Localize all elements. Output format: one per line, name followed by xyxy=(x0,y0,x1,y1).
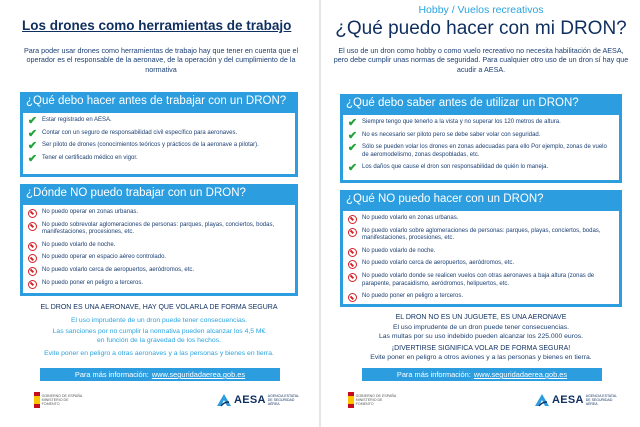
list-item: ✔ Siempre tengo que tenerlo a la vista y no superar los 120 metros de altura. xyxy=(347,117,561,129)
list-item: No puedo volarlo en zonas urbanas. xyxy=(347,215,613,223)
list-item: ✔ Ser piloto de drones (conocimientos teóricos y prácticos de la aeronave a pilotar). xyxy=(27,140,259,153)
list-item: No puedo volarlo cerca de aeropuertos, aeródromos, etc. xyxy=(347,260,613,268)
right-page xyxy=(322,0,640,427)
check-icon: ✔ xyxy=(347,162,358,175)
requirements-box xyxy=(20,92,298,177)
avoid-danger-text: Evite poner en peligro a otros aviones y a las personas y bienes en tierra. xyxy=(370,354,592,361)
check-icon: ✔ xyxy=(347,142,358,155)
list-item: ✔ Contar con un seguro de responsabilidad civil específico para aeronaves. xyxy=(27,127,238,140)
list-item: No puedo volarlo sobre aglomeraciones de personas: parques, playas, conciertos, bodas, manifestaciones, procesiones, etc. xyxy=(347,228,613,243)
requirements-heading: ¿Qué debo hacer antes de trabajar con un DRON? xyxy=(20,92,298,112)
list-item: ✔ No es necesario ser piloto pero se debe saber volar con seguridad. xyxy=(347,129,541,142)
government-logo: GOBIERNO DE ESPAÑA MINISTERIO DE FOMENTO xyxy=(34,390,86,410)
avoid-danger-text: Evite poner en peligro a otras aeronaves y a las personas y bienes en tierra. xyxy=(44,350,274,357)
prohibited-icon xyxy=(348,215,357,224)
safety-headline: EL DRON ES UNA AERONAVE, HAY QUE VOLARLA DE FORMA SEGURA xyxy=(40,304,278,311)
list-item: No puedo poner en peligro a terceros. xyxy=(27,280,289,288)
knowledge-box xyxy=(340,94,622,183)
prohibitions-heading: ¿Qué NO puedo hacer con un DRON? xyxy=(340,190,622,210)
safety-headline: EL DRON NO ES UN JUGUETE, ES UNA AERONAVE xyxy=(395,314,567,321)
prohibited-icon xyxy=(348,260,357,269)
page-title: Los drones como herramientas de trabajo xyxy=(22,18,292,33)
check-icon: ✔ xyxy=(27,140,38,153)
government-logo: GOBIERNO DE ESPAÑA MINISTERIO DE FOMENTO xyxy=(348,390,400,410)
info-bar: Para más información: www.seguridadaerea.gob.es xyxy=(40,368,280,381)
list-item: No puedo volarlo donde se realicen vuelos con otras aeronaves a baja altura (zonas de parapente, paracaidismo, aeródromos, helipuertos, etc. xyxy=(347,273,613,288)
page-divider xyxy=(319,0,321,427)
section-kicker: Hobby / Vuelos recreativos xyxy=(418,4,544,16)
prohibited-icon xyxy=(348,228,357,237)
sanctions-text-cont: en función de la gravedad de los hechos. xyxy=(97,337,221,344)
check-icon: ✔ xyxy=(27,152,38,165)
prohibited-icon xyxy=(348,293,357,302)
list-item: No puedo operar en zonas urbanas. xyxy=(27,209,289,217)
consequences-text: El uso imprudente de un dron puede tener consecuencias. xyxy=(392,324,570,331)
page-title: ¿Qué puedo hacer con mi DRON? xyxy=(335,18,627,39)
left-page xyxy=(0,0,318,427)
check-icon: ✔ xyxy=(27,127,38,140)
prohibited-icon xyxy=(28,209,37,218)
list-item: No puedo volarlo cerca de aeropuertos, aeródromos, etc. xyxy=(27,267,289,275)
prohibited-icon xyxy=(28,267,37,276)
knowledge-heading: ¿Qué debo saber antes de utilizar un DRON? xyxy=(340,94,622,114)
list-item: No puedo volarlo de noche. xyxy=(347,248,613,256)
check-icon: ✔ xyxy=(347,117,358,129)
info-bar: Para más información: www.seguridadaerea.gob.es xyxy=(362,368,602,381)
list-item: ✔ Sólo se pueden volar los drones en zonas adecuadas para ello Por ejemplo, zonas de vuelo de aeromodelismo, zonas despobladas, etc. xyxy=(347,142,607,158)
spain-crest-icon xyxy=(348,392,354,408)
website-link[interactable]: www.seguridadaerea.gob.es xyxy=(151,370,246,379)
aesa-mark-icon xyxy=(216,393,232,407)
list-item: No puedo operar en espacio aéreo controlado. xyxy=(27,254,289,262)
consequences-text: El uso imprudente de un dron puede tener consecuencias. xyxy=(70,317,248,324)
list-item: No puedo sobrevolar aglomeraciones de personas: parques, playas, conciertos, bodas, manifestaciones, procesiones, etc. xyxy=(27,222,289,237)
prohibited-icon xyxy=(28,280,37,289)
check-icon: ✔ xyxy=(27,115,38,127)
website-link[interactable]: www.seguridadaerea.gob.es xyxy=(473,370,568,379)
prohibited-icon xyxy=(28,254,37,263)
sanctions-text: Las sanciones por no cumplir la normativa pueden alcanzar los 4,5 M€ xyxy=(52,328,266,335)
prohibited-icon xyxy=(348,273,357,282)
aesa-logo: AESA AGENCIA ESTATAL DE SEGURIDAD AÉREA xyxy=(534,390,620,410)
intro-text: Para poder usar drones como herramientas de trabajo hay que tener en cuenta que el operador es el responsable de la aeronave, de la operación y del cumplimiento de la normativa xyxy=(23,46,299,74)
prohibitions-box xyxy=(340,190,622,307)
spain-crest-icon xyxy=(34,392,40,408)
list-item: ✔ Los daños que cause el dron son responsabilidad de quién lo maneja. xyxy=(347,162,549,175)
list-item: No puedo volarlo de noche. xyxy=(27,242,289,250)
fun-safe-slogan: ¡DIVERTIRSE SIGNIFICA VOLAR DE FORMA SEGURA! xyxy=(391,345,571,352)
restrictions-heading: ¿Dónde NO puedo trabajar con un DRON? xyxy=(20,184,298,204)
fines-text: Las multas por su uso indebido pueden alcanzar los 225.000 euros. xyxy=(378,333,584,340)
check-icon: ✔ xyxy=(347,129,358,142)
aesa-logo: AESA AGENCIA ESTATAL DE SEGURIDAD AÉREA xyxy=(216,390,302,410)
restrictions-box xyxy=(20,184,298,296)
aesa-mark-icon xyxy=(534,393,550,407)
list-item: ✔ Tener el certificado médico en vigor. xyxy=(27,152,138,165)
list-item: ✔ Estar registrado en AESA. xyxy=(27,115,112,127)
intro-text: El uso de un dron como hobby o como vuelo recreativo no necesita habilitación de AESA, pero debe cumplir unas normas de seguridad. Para cualquier otro uso de un dron sí hay que acudir a AESA. xyxy=(333,46,629,74)
prohibited-icon xyxy=(28,242,37,251)
list-item: No puedo poner en peligro a terceros. xyxy=(347,293,613,301)
prohibited-icon xyxy=(28,222,37,231)
prohibited-icon xyxy=(348,248,357,257)
